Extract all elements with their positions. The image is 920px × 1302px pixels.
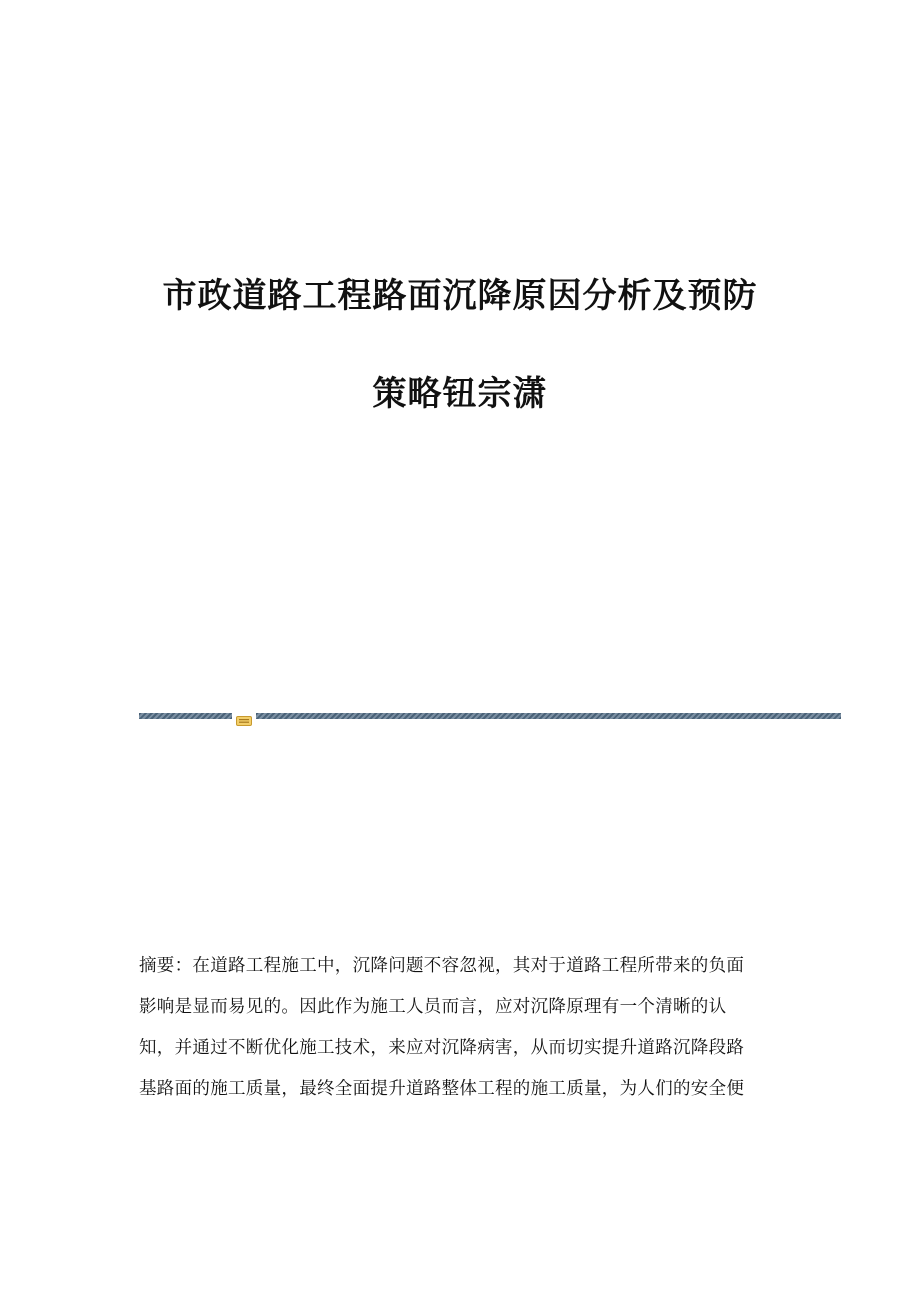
abstract-line: 摘要：在道路工程施工中，沉降问题不容忽视，其对于道路工程所带来的负面 [139, 956, 745, 976]
decorative-ornament-icon [236, 711, 252, 721]
abstract-line: 基路面的施工质量，最终全面提升道路整体工程的施工质量，为人们的安全便 [139, 1079, 745, 1099]
divider-bar-right [256, 713, 841, 719]
document-title-line-2: 策略钮宗潇 [372, 374, 548, 414]
abstract-line: 影响是显而易见的。因此作为施工人员而言，应对沉降原理有一个清晰的认 [139, 997, 727, 1017]
divider-bar-left [139, 713, 232, 719]
document-title-line-1: 市政道路工程路面沉降原因分析及预防 [162, 276, 758, 316]
abstract-line: 知，并通过不断优化施工技术，来应对沉降病害，从而切实提升道路沉降段路 [139, 1038, 745, 1058]
section-divider [139, 711, 841, 721]
abstract-paragraph [139, 948, 779, 1112]
